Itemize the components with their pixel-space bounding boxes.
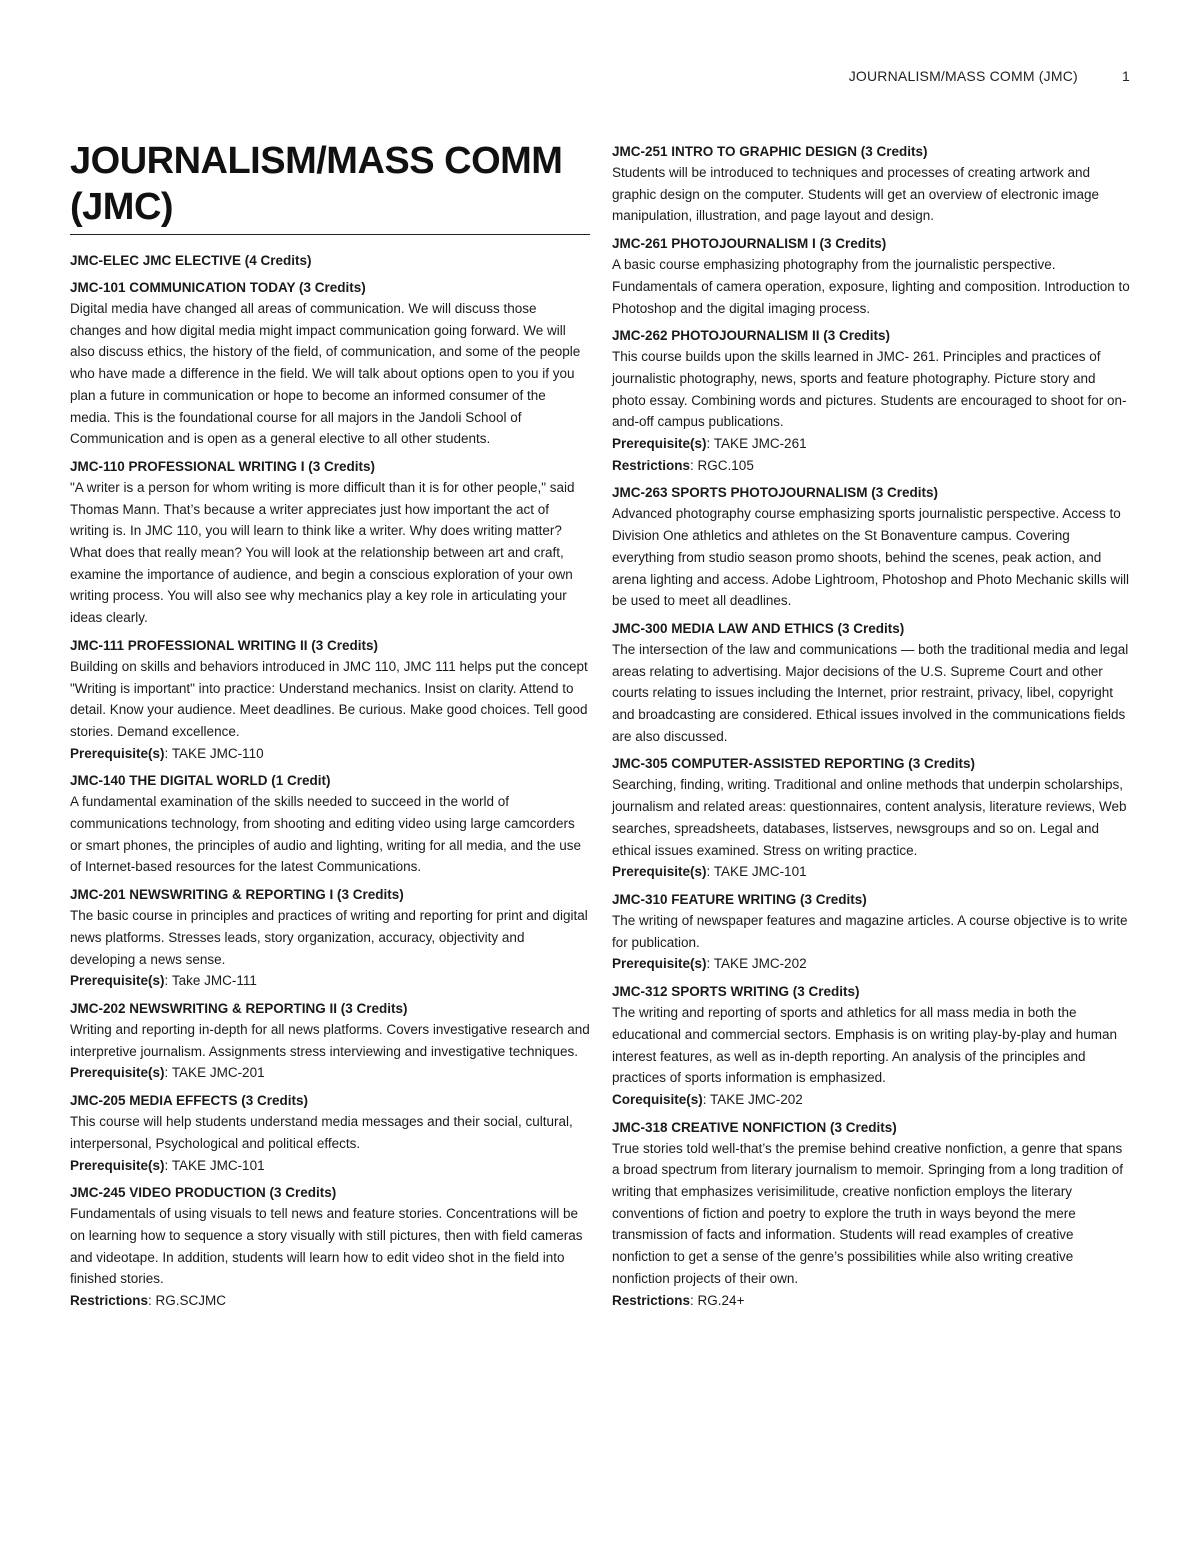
course-title: JMC-263 SPORTS PHOTOJOURNALISM (3 Credits) [612, 485, 939, 501]
course-description: Building on skills and behaviors introduced in JMC 110, JMC 111 helps put the concept "Writing is important" into practice: Understand mechanics. Insist on clarity. Attend to detail. Know your audience. Meet deadlines. Be curious. Make good choices. Tell good stories. Demand excellence. [70, 658, 588, 739]
course-title: JMC-262 PHOTOJOURNALISM II (3 Credits) [612, 328, 891, 344]
requirement-value: RG.24+ [697, 1292, 745, 1308]
course-entry [70, 885, 590, 992]
course-requirement: Prerequisite(s): TAKE JMC-261 [612, 436, 807, 452]
requirement-label: Prerequisite(s) [612, 864, 707, 880]
course-title: JMC-318 CREATIVE NONFICTION (3 Credits) [612, 1119, 897, 1135]
course-entry [612, 326, 1132, 476]
course-title: JMC-140 THE DIGITAL WORLD (1 Credit) [70, 773, 331, 789]
requirement-value: TAKE JMC-261 [713, 436, 807, 452]
requirement-label: Restrictions [612, 1292, 691, 1308]
course-requirement: Prerequisite(s): TAKE JMC-202 [612, 956, 807, 972]
requirement-label: Restrictions [612, 457, 691, 473]
course-description: The intersection of the law and communications — both the traditional media and legal areas relating to advertising. Major decisions of the U.S. Supreme Court and other courts relating to issues including the Internet, prior restraint, privacy, libel, copyright and broadcasting are considered. Ethical issues involved in the communications fields are also discussed. [612, 641, 1129, 744]
course-title: JMC-110 PROFESSIONAL WRITING I (3 Credits) [70, 458, 376, 474]
course-requirement: Prerequisite(s): TAKE JMC-201 [70, 1065, 265, 1081]
course-requirement: Restrictions: RGC.105 [612, 457, 754, 473]
course-description: The writing and reporting of sports and athletics for all mass media in both the educational and commercial sectors. Emphasis is on writing play-by-play and human interest features, as well as in-depth reporting. An analysis of the principles and practices of sports information is emphasized. [612, 1005, 1117, 1086]
course-title: JMC-251 INTRO TO GRAPHIC DESIGN (3 Credits) [612, 144, 928, 159]
requirement-value: TAKE JMC-101 [171, 1157, 265, 1173]
requirement-label: Corequisite(s) [612, 1091, 703, 1107]
course-entry [612, 234, 1132, 319]
course-entry [70, 771, 590, 878]
course-title: JMC-312 SPORTS WRITING (3 Credits) [612, 984, 860, 1000]
course-description: True stories told well-that’s the premise behind creative nonfiction, a genre that spans a broad spectrum from literary journalism to memoir. Springing from a long tradition of writing that emphasizes verisimilitude, creative nonfiction employs the literary conventions of fiction and poetry to explore the truth in ways beyond the mere transmission of facts and information. Students will read examples of creative nonfiction to get a sense of the genre’s possibilities while also writing creative nonfiction projects of their own. [612, 1140, 1123, 1286]
course-description: "A writer is a person for whom writing is more difficult than it is for other people," said Thomas Mann. That’s because a writer appreciates just how important the act of writing is. In JMC 110, you will learn to think like a writer. Why does writing matter? What does that really mean? You will look at the relationship between art and craft, examine the importance of audience, and begin a conscious exploration of your own writing process. You will also see why mechanics play a key role in articulating your ideas clearly. [70, 479, 575, 626]
course-entry [70, 999, 590, 1084]
requirement-label: Prerequisite(s) [70, 1157, 165, 1173]
requirement-value: TAKE JMC-110 [171, 745, 264, 761]
course-requirement: Restrictions: RG.SCJMC [70, 1293, 227, 1309]
running-title: JOURNALISM/MASS COMM (JMC) [848, 68, 1078, 84]
course-description: The writing of newspaper features and magazine articles. A course objective is to write for publication. [612, 912, 1128, 950]
course-requirement: Prerequisite(s): TAKE JMC-101 [612, 864, 807, 880]
course-entry [70, 1091, 590, 1176]
course-title: JMC-245 VIDEO PRODUCTION (3 Credits) [70, 1185, 337, 1201]
course-entry [612, 1118, 1132, 1312]
requirement-value: Take JMC-111 [171, 973, 257, 989]
left-column [70, 138, 590, 1319]
course-entry [612, 890, 1132, 975]
course-requirement: Prerequisite(s): TAKE JMC-101 [70, 1157, 265, 1173]
requirement-value: TAKE JMC-202 [710, 1091, 803, 1107]
requirement-label: Prerequisite(s) [612, 956, 707, 972]
course-entry [70, 251, 590, 271]
course-title: JMC-ELEC JMC ELECTIVE (4 Credits) [70, 253, 312, 268]
course-title: JMC-201 NEWSWRITING & REPORTING I (3 Credits) [70, 887, 404, 903]
course-entry [612, 982, 1132, 1111]
course-entry [612, 142, 1132, 227]
course-entry [612, 483, 1132, 612]
page-title [70, 138, 590, 235]
requirement-label: Prerequisite(s) [612, 436, 707, 452]
page-title-line1: JOURNALISM/MASS COMM [70, 140, 563, 182]
course-description: Students will be introduced to techniques and processes of creating artwork and graphic design on the computer. Students will get an overview of electronic image manipulation, illustration, and page layout and design. [612, 165, 1100, 224]
course-entry [612, 754, 1132, 883]
course-description: The basic course in principles and practices of writing and reporting for print and digital news platforms. Stresses leads, story organization, accuracy, objectivity and developing a news sense. [70, 908, 588, 967]
course-title: JMC-202 NEWSWRITING & REPORTING II (3 Credits) [70, 1000, 408, 1016]
course-requirement: Prerequisite(s): Take JMC-111 [70, 973, 257, 989]
requirement-value: TAKE JMC-201 [171, 1065, 265, 1081]
course-description: Fundamentals of using visuals to tell news and feature stories. Concentrations will be on learning how to sequence a story visually with still pictures, then with field cameras and videotape. In addition, students will learn how to edit video shot in the field into finished stories. [70, 1206, 583, 1287]
course-description: A basic course emphasizing photography from the journalistic perspective. Fundamentals of camera operation, exposure, lighting and composition. Introduction to Photoshop and the digital imaging process. [612, 257, 1130, 316]
course-entry [70, 278, 590, 450]
course-title: JMC-101 COMMUNICATION TODAY (3 Credits) [70, 280, 366, 295]
course-requirement: Restrictions: RG.24+ [612, 1292, 745, 1308]
requirement-label: Restrictions [70, 1293, 149, 1309]
course-description: This course will help students understand media messages and their social, cultural, interpersonal, Psychological and political effects. [70, 1114, 573, 1151]
course-requirement: Prerequisite(s): TAKE JMC-110 [70, 745, 264, 761]
requirement-label: Prerequisite(s) [70, 745, 165, 761]
requirement-value: RG.SCJMC [155, 1293, 227, 1309]
requirement-value: RGC.105 [697, 457, 754, 473]
page-number: 1 [1122, 68, 1130, 84]
course-description: Advanced photography course emphasizing sports journalistic perspective. Access to Division One athletics and athletes on the St Bonaventure campus. Covering everything from studio season promo shoots, behind the scenes, peak action, and arena lighting and access. Adobe Lightroom, Photoshop and Photo Mechanic skills will be used to meet all deadlines. [612, 506, 1130, 609]
requirement-value: TAKE JMC-202 [713, 956, 807, 972]
course-title: JMC-305 COMPUTER-ASSISTED REPORTING (3 Credits) [612, 756, 976, 772]
right-column [612, 142, 1132, 1318]
course-entry [70, 636, 590, 765]
course-description: Writing and reporting in-depth for all news platforms. Covers investigative research and interpretive journalism. Assignments stress interviewing and investigative techniques. [70, 1021, 590, 1059]
course-description: Digital media have changed all areas of communication. We will discuss those changes and how digital media might impact communication going forward. We will also discuss ethics, the history of the field, of communication, and some of the people who have made a difference in the field. We will talk about options open to you if you plan a future in communication or hope to become an informed consumer of the media. This is the foundational course for all majors in the Jandoli School of Communication and is open as a general elective to all other students. [70, 301, 581, 447]
page-title-line2: (JMC) [70, 186, 174, 228]
course-description: This course builds upon the skills learned in JMC- 261. Principles and practices of journalistic photography, news, sports and feature photography. Picture story and photo essay. Combining words and pictures. Students are encouraged to shoot for on-and-off campus publications. [612, 349, 1127, 430]
course-list-right [612, 142, 1132, 1311]
course-title: JMC-300 MEDIA LAW AND ETHICS (3 Credits) [612, 620, 905, 636]
course-title: JMC-261 PHOTOJOURNALISM I (3 Credits) [612, 236, 887, 252]
course-entry [70, 1183, 590, 1312]
course-list-left [70, 251, 590, 1312]
requirement-label: Prerequisite(s) [70, 973, 165, 989]
course-title: JMC-111 PROFESSIONAL WRITING II (3 Credits) [70, 637, 379, 653]
course-title: JMC-205 MEDIA EFFECTS (3 Credits) [70, 1093, 309, 1109]
requirement-label: Prerequisite(s) [70, 1065, 165, 1081]
running-header [849, 68, 1130, 84]
course-requirement: Corequisite(s): TAKE JMC-202 [612, 1091, 803, 1107]
course-description: A fundamental examination of the skills needed to succeed in the world of communications technology, from shooting and editing video using large camcorders or smart phones, the principles of audio and lighting, writing for all media, and the use of Internet-based resources for the latest Communications. [70, 794, 582, 875]
requirement-value: TAKE JMC-101 [713, 864, 807, 880]
course-entry [70, 457, 590, 629]
course-entry [612, 619, 1132, 748]
course-title: JMC-310 FEATURE WRITING (3 Credits) [612, 891, 867, 907]
course-description: Searching, finding, writing. Traditional and online methods that underpin scholarships, journalism and related areas: questionnaires, content analysis, literature reviews, Web searches, spreadsheets, databases, listserves, newsgroups and so on. Legal and ethical issues examined. Stress on writing practice. [612, 777, 1127, 858]
